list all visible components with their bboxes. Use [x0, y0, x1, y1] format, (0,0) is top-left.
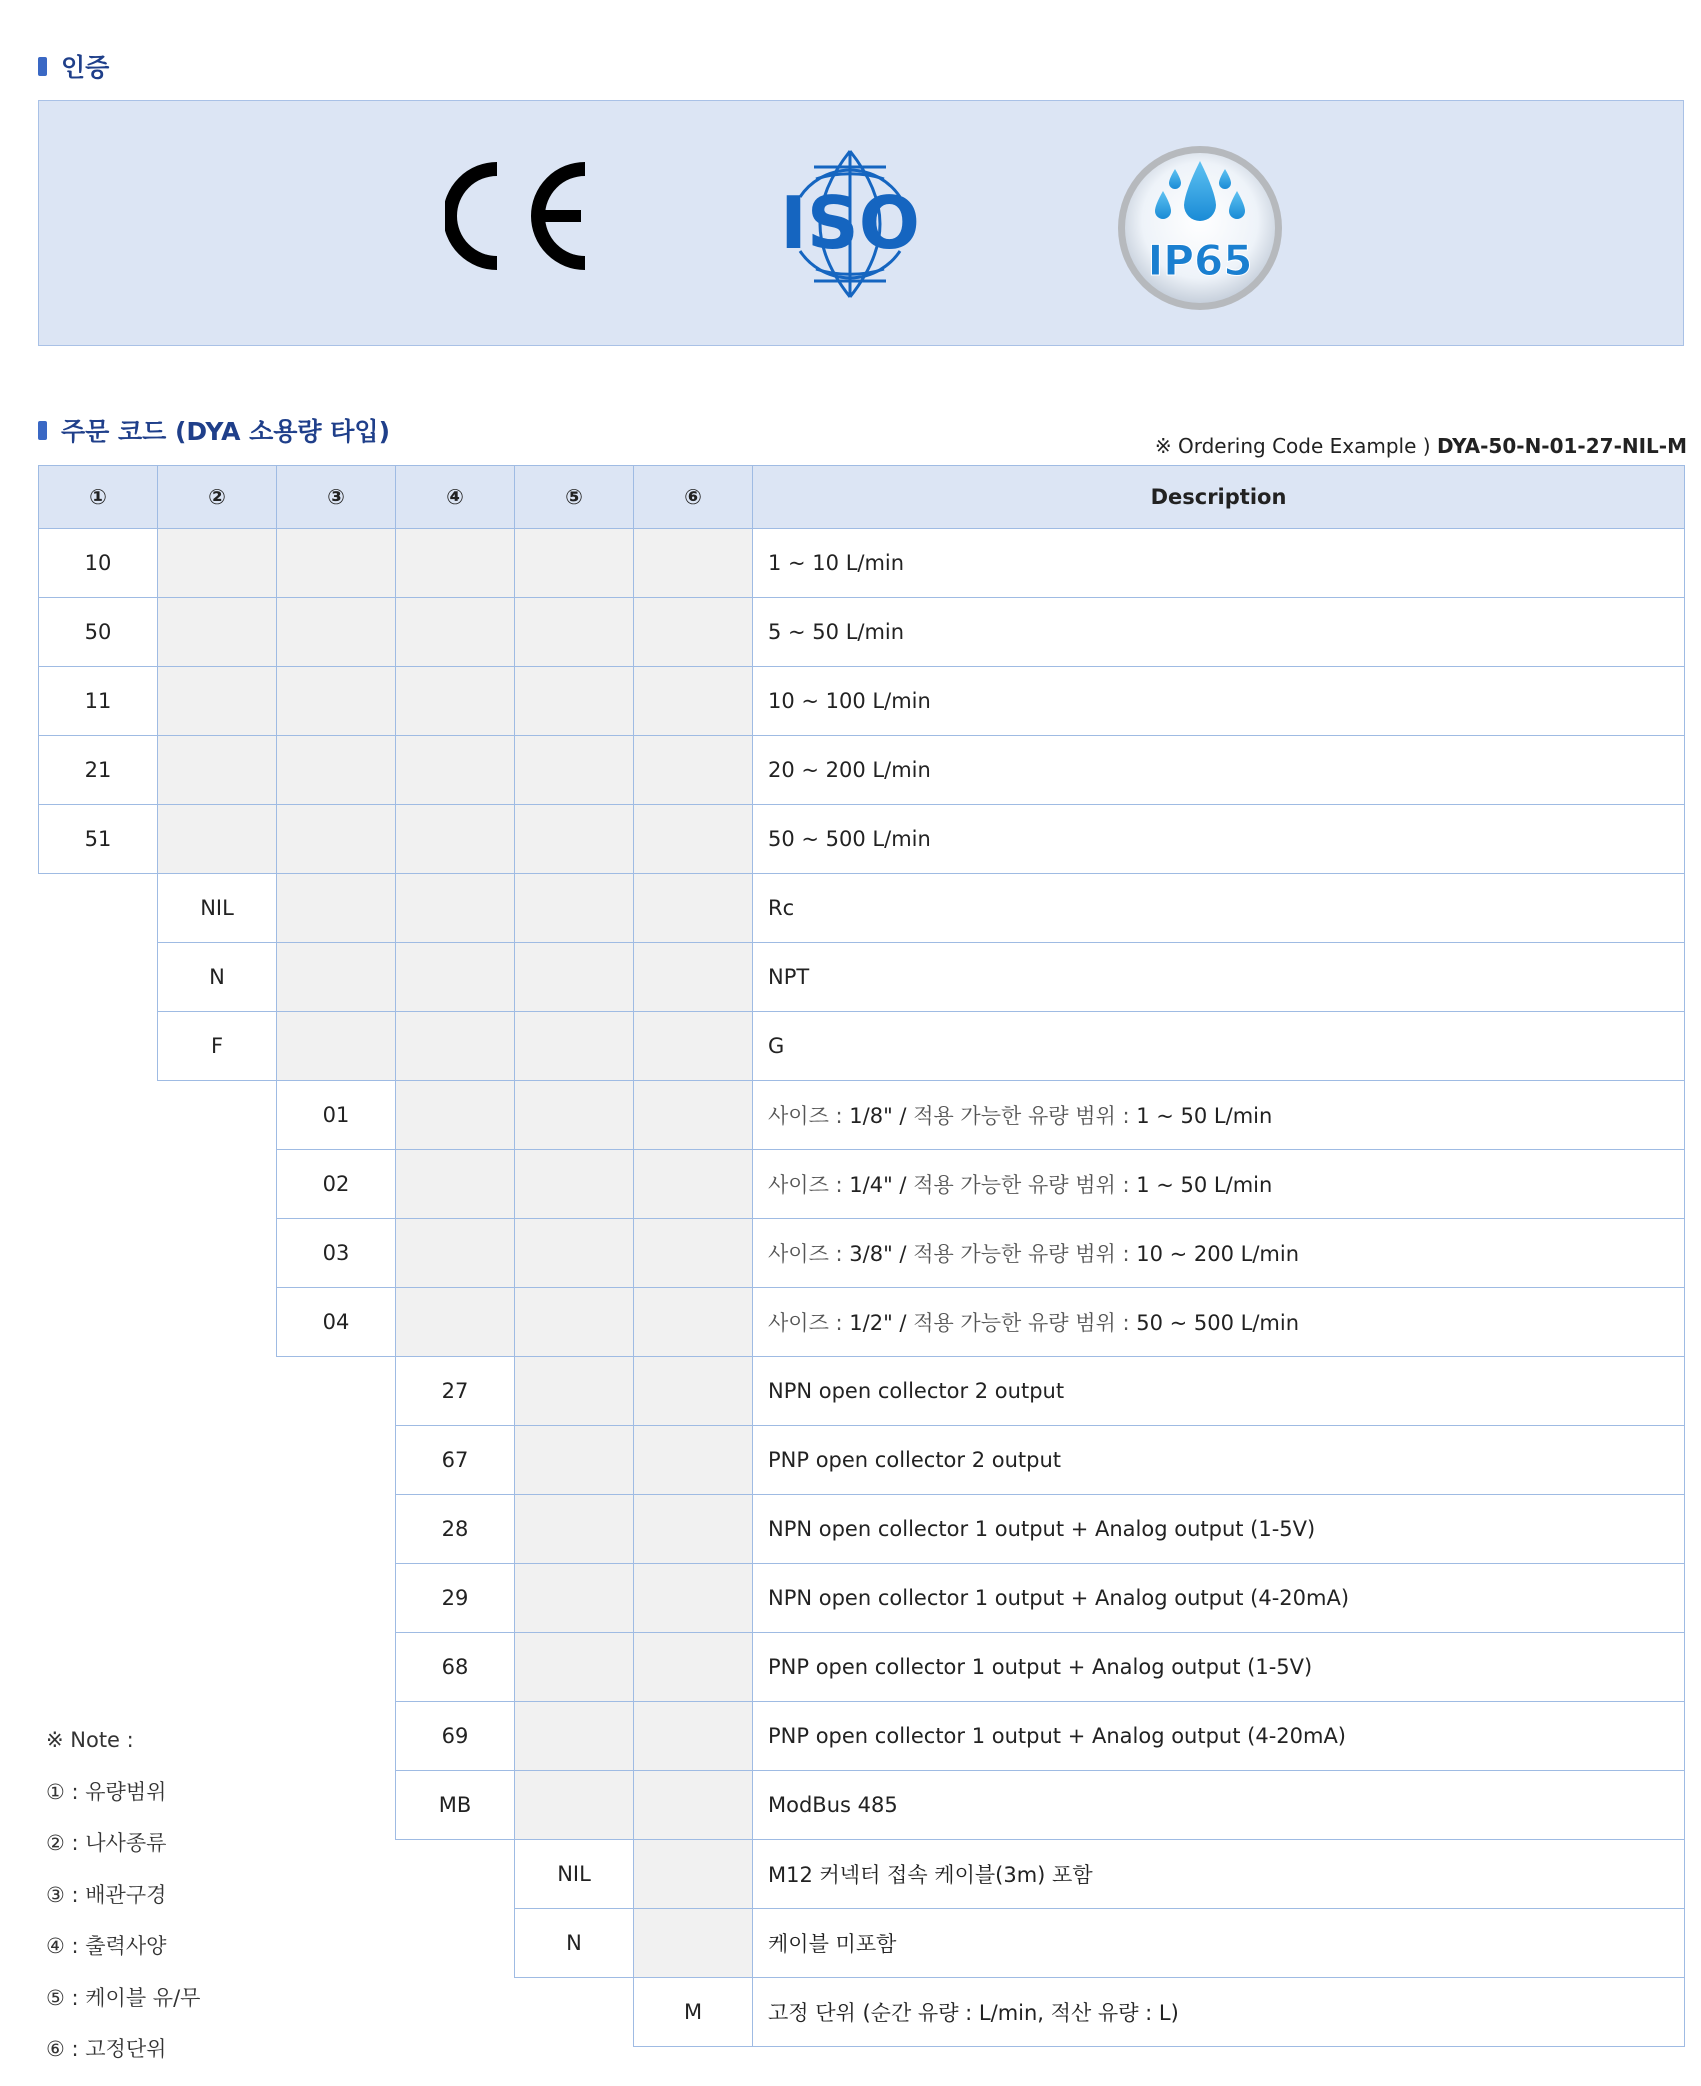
description-part: 1/4" / — [849, 1173, 914, 1197]
blank-cell — [277, 805, 396, 874]
table-row — [39, 1012, 1685, 1081]
note-item: ⑥ : 고정단위 — [46, 2037, 167, 2061]
empty-cell — [277, 1702, 396, 1771]
blank-cell — [515, 1633, 634, 1702]
blank-cell — [634, 805, 753, 874]
note-block — [46, 1725, 200, 2086]
order-title-text: 주문 코드 (DYA 소용량 타입) — [61, 417, 391, 446]
table-row — [39, 1150, 1685, 1219]
blank-cell — [396, 943, 515, 1012]
description-cell: 케이블 미포함 — [753, 1909, 1685, 1978]
description-part: 1/2" / — [849, 1311, 914, 1335]
empty-cell — [39, 1426, 158, 1495]
header-description: Description — [753, 466, 1685, 529]
blank-cell — [515, 1219, 634, 1288]
code-cell: 03 — [277, 1219, 396, 1288]
description-part: 적용 가능한 유량 범위 : — [913, 1173, 1137, 1197]
empty-cell — [158, 1219, 277, 1288]
table-header-row — [39, 466, 1685, 529]
empty-cell — [396, 1909, 515, 1978]
table-row — [39, 805, 1685, 874]
empty-cell — [158, 1357, 277, 1426]
blank-cell — [396, 1150, 515, 1219]
empty-cell — [39, 1012, 158, 1081]
empty-cell — [158, 1564, 277, 1633]
table-row — [39, 1357, 1685, 1426]
blank-cell — [158, 805, 277, 874]
blank-cell — [515, 1288, 634, 1357]
code-cell: 68 — [396, 1633, 515, 1702]
description-cell: PNP open collector 1 output + Analog output (1-5V) — [753, 1633, 1685, 1702]
table-row — [39, 874, 1685, 943]
section-marker-icon — [38, 421, 47, 440]
table-row — [39, 529, 1685, 598]
code-cell: NIL — [158, 874, 277, 943]
description-cell: NPT — [753, 943, 1685, 1012]
example-prefix: ※ Ordering Code Example ) — [1154, 434, 1431, 458]
blank-cell — [634, 1150, 753, 1219]
description-part: 적용 가능한 유량 범위 : — [913, 1104, 1137, 1128]
code-cell: 51 — [39, 805, 158, 874]
table-row — [39, 1219, 1685, 1288]
blank-cell — [515, 943, 634, 1012]
code-cell: 01 — [277, 1081, 396, 1150]
code-cell: 04 — [277, 1288, 396, 1357]
blank-cell — [396, 1288, 515, 1357]
description-cell: PNP open collector 1 output + Analog output (4-20mA) — [753, 1702, 1685, 1771]
ordering-code-example — [1155, 434, 1687, 458]
blank-cell — [396, 736, 515, 805]
table-row — [39, 1426, 1685, 1495]
table-row — [39, 1840, 1685, 1909]
ip65-badge-icon — [1115, 143, 1285, 313]
empty-cell — [39, 1495, 158, 1564]
table-row — [39, 1978, 1685, 2047]
table-row — [39, 943, 1685, 1012]
description-cell: NPN open collector 1 output + Analog output (4-20mA) — [753, 1564, 1685, 1633]
blank-cell — [634, 1219, 753, 1288]
certification-panel — [38, 100, 1684, 346]
ordering-code-table — [38, 465, 1685, 2047]
blank-cell — [515, 1357, 634, 1426]
description-cell: NPN open collector 2 output — [753, 1357, 1685, 1426]
code-cell: 67 — [396, 1426, 515, 1495]
blank-cell — [396, 805, 515, 874]
order-section-title — [38, 412, 390, 448]
empty-cell — [277, 1357, 396, 1426]
empty-cell — [39, 1288, 158, 1357]
description-part: 사이즈 : — [768, 1311, 850, 1335]
table-row — [39, 1633, 1685, 1702]
blank-cell — [277, 529, 396, 598]
blank-cell — [277, 874, 396, 943]
description-part: 1 ~ 50 L/min — [1136, 1104, 1273, 1128]
blank-cell — [396, 598, 515, 667]
table-row — [39, 1081, 1685, 1150]
description-cell: 5 ~ 50 L/min — [753, 598, 1685, 667]
blank-cell — [396, 1081, 515, 1150]
blank-cell — [277, 667, 396, 736]
description-cell: M12 커넥터 접속 케이블(3m) 포함 — [753, 1840, 1685, 1909]
blank-cell — [515, 1564, 634, 1633]
blank-cell — [634, 1288, 753, 1357]
code-cell: NIL — [515, 1840, 634, 1909]
blank-cell — [634, 667, 753, 736]
blank-cell — [634, 1357, 753, 1426]
empty-cell — [158, 1081, 277, 1150]
table-row — [39, 1702, 1685, 1771]
description-part: 적용 가능한 유량 범위 : — [913, 1242, 1137, 1266]
blank-cell — [515, 805, 634, 874]
empty-cell — [396, 1978, 515, 2047]
blank-cell — [515, 1150, 634, 1219]
blank-cell — [158, 667, 277, 736]
blank-cell — [515, 1771, 634, 1840]
empty-cell — [39, 1633, 158, 1702]
ip65-badge-text: IP65 — [1147, 236, 1253, 285]
description-part: 3/8" / — [849, 1242, 914, 1266]
empty-cell — [39, 1564, 158, 1633]
description-cell: 고정 단위 (순간 유량 : L/min, 적산 유량 : L) — [753, 1978, 1685, 2047]
code-cell: 21 — [39, 736, 158, 805]
blank-cell — [515, 1012, 634, 1081]
description-cell: NPN open collector 1 output + Analog output (1-5V) — [753, 1495, 1685, 1564]
blank-cell — [277, 1012, 396, 1081]
code-cell: 02 — [277, 1150, 396, 1219]
description-cell: 1 ~ 10 L/min — [753, 529, 1685, 598]
code-cell: N — [158, 943, 277, 1012]
description-part: 적용 가능한 유량 범위 : — [913, 1311, 1137, 1335]
code-cell: 69 — [396, 1702, 515, 1771]
header-col-6: ⑥ — [634, 466, 753, 529]
empty-cell — [277, 1978, 396, 2047]
blank-cell — [515, 598, 634, 667]
blank-cell — [634, 874, 753, 943]
description-cell — [753, 1081, 1685, 1150]
description-cell: 10 ~ 100 L/min — [753, 667, 1685, 736]
code-cell: 28 — [396, 1495, 515, 1564]
blank-cell — [515, 529, 634, 598]
table-row — [39, 736, 1685, 805]
empty-cell — [277, 1633, 396, 1702]
iso-logo-text: ISO — [780, 181, 920, 265]
blank-cell — [634, 1081, 753, 1150]
header-col-1: ① — [39, 466, 158, 529]
blank-cell — [515, 667, 634, 736]
empty-cell — [277, 1840, 396, 1909]
blank-cell — [634, 1495, 753, 1564]
blank-cell — [396, 1219, 515, 1288]
blank-cell — [515, 874, 634, 943]
code-cell: 11 — [39, 667, 158, 736]
description-cell: Rc — [753, 874, 1685, 943]
header-col-4: ④ — [396, 466, 515, 529]
blank-cell — [396, 667, 515, 736]
code-cell: 10 — [39, 529, 158, 598]
blank-cell — [396, 1012, 515, 1081]
description-cell: 20 ~ 200 L/min — [753, 736, 1685, 805]
code-cell: M — [634, 1978, 753, 2047]
note-item: ① : 유량범위 — [46, 1779, 167, 1804]
note-title: ※ Note : — [46, 1728, 134, 1752]
iso-logo-icon — [764, 149, 936, 299]
description-cell — [753, 1219, 1685, 1288]
example-code: DYA-50-N-01-27-NIL-M — [1436, 434, 1687, 458]
description-cell — [753, 1288, 1685, 1357]
blank-cell — [634, 1771, 753, 1840]
description-cell — [753, 1150, 1685, 1219]
blank-cell — [515, 736, 634, 805]
empty-cell — [39, 1219, 158, 1288]
empty-cell — [158, 1150, 277, 1219]
table-row — [39, 1495, 1685, 1564]
blank-cell — [634, 1633, 753, 1702]
table-row — [39, 1288, 1685, 1357]
blank-cell — [396, 529, 515, 598]
blank-cell — [515, 1426, 634, 1495]
header-col-5: ⑤ — [515, 466, 634, 529]
blank-cell — [396, 874, 515, 943]
description-cell: PNP open collector 2 output — [753, 1426, 1685, 1495]
table-row — [39, 1564, 1685, 1633]
blank-cell — [634, 736, 753, 805]
blank-cell — [634, 529, 753, 598]
blank-cell — [634, 1012, 753, 1081]
description-part: 1 ~ 50 L/min — [1136, 1173, 1273, 1197]
note-item: ⑤ : 케이블 유/무 — [46, 1985, 201, 2010]
description-cell: ModBus 485 — [753, 1771, 1685, 1840]
empty-cell — [39, 943, 158, 1012]
description-part: 사이즈 : — [768, 1242, 850, 1266]
blank-cell — [158, 736, 277, 805]
table-row — [39, 667, 1685, 736]
code-cell: 50 — [39, 598, 158, 667]
empty-cell — [39, 1081, 158, 1150]
blank-cell — [634, 598, 753, 667]
code-cell: 27 — [396, 1357, 515, 1426]
description-part: 사이즈 : — [768, 1104, 850, 1128]
blank-cell — [634, 1702, 753, 1771]
empty-cell — [39, 1357, 158, 1426]
empty-cell — [277, 1771, 396, 1840]
empty-cell — [158, 1426, 277, 1495]
empty-cell — [396, 1840, 515, 1909]
blank-cell — [634, 1426, 753, 1495]
description-part: 사이즈 : — [768, 1173, 850, 1197]
blank-cell — [634, 943, 753, 1012]
blank-cell — [515, 1081, 634, 1150]
blank-cell — [634, 1564, 753, 1633]
empty-cell — [277, 1564, 396, 1633]
ce-mark-icon — [445, 161, 595, 271]
code-cell: 29 — [396, 1564, 515, 1633]
blank-cell — [634, 1840, 753, 1909]
empty-cell — [515, 1978, 634, 2047]
description-cell: 50 ~ 500 L/min — [753, 805, 1685, 874]
empty-cell — [277, 1495, 396, 1564]
code-cell: N — [515, 1909, 634, 1978]
table-row — [39, 1909, 1685, 1978]
empty-cell — [277, 1909, 396, 1978]
code-cell: MB — [396, 1771, 515, 1840]
blank-cell — [277, 736, 396, 805]
empty-cell — [39, 874, 158, 943]
header-col-2: ② — [158, 466, 277, 529]
note-item: ② : 나사종류 — [46, 1831, 167, 1855]
code-cell: F — [158, 1012, 277, 1081]
table-row — [39, 1771, 1685, 1840]
empty-cell — [277, 1426, 396, 1495]
cert-section-title — [38, 48, 109, 84]
header-col-3: ③ — [277, 466, 396, 529]
blank-cell — [277, 943, 396, 1012]
description-part: 1/8" / — [849, 1104, 914, 1128]
section-marker-icon — [38, 57, 47, 76]
description-part: 10 ~ 200 L/min — [1136, 1242, 1300, 1266]
blank-cell — [515, 1702, 634, 1771]
empty-cell — [158, 1288, 277, 1357]
note-item: ④ : 출력사양 — [46, 1934, 167, 1958]
note-item: ③ : 배관구경 — [46, 1882, 167, 1907]
cert-title-text: 인증 — [61, 53, 110, 82]
blank-cell — [634, 1909, 753, 1978]
blank-cell — [277, 598, 396, 667]
blank-cell — [515, 1495, 634, 1564]
blank-cell — [158, 529, 277, 598]
description-cell: G — [753, 1012, 1685, 1081]
blank-cell — [158, 598, 277, 667]
empty-cell — [39, 1150, 158, 1219]
table-row — [39, 598, 1685, 667]
description-part: 50 ~ 500 L/min — [1136, 1311, 1300, 1335]
empty-cell — [158, 1633, 277, 1702]
empty-cell — [158, 1495, 277, 1564]
